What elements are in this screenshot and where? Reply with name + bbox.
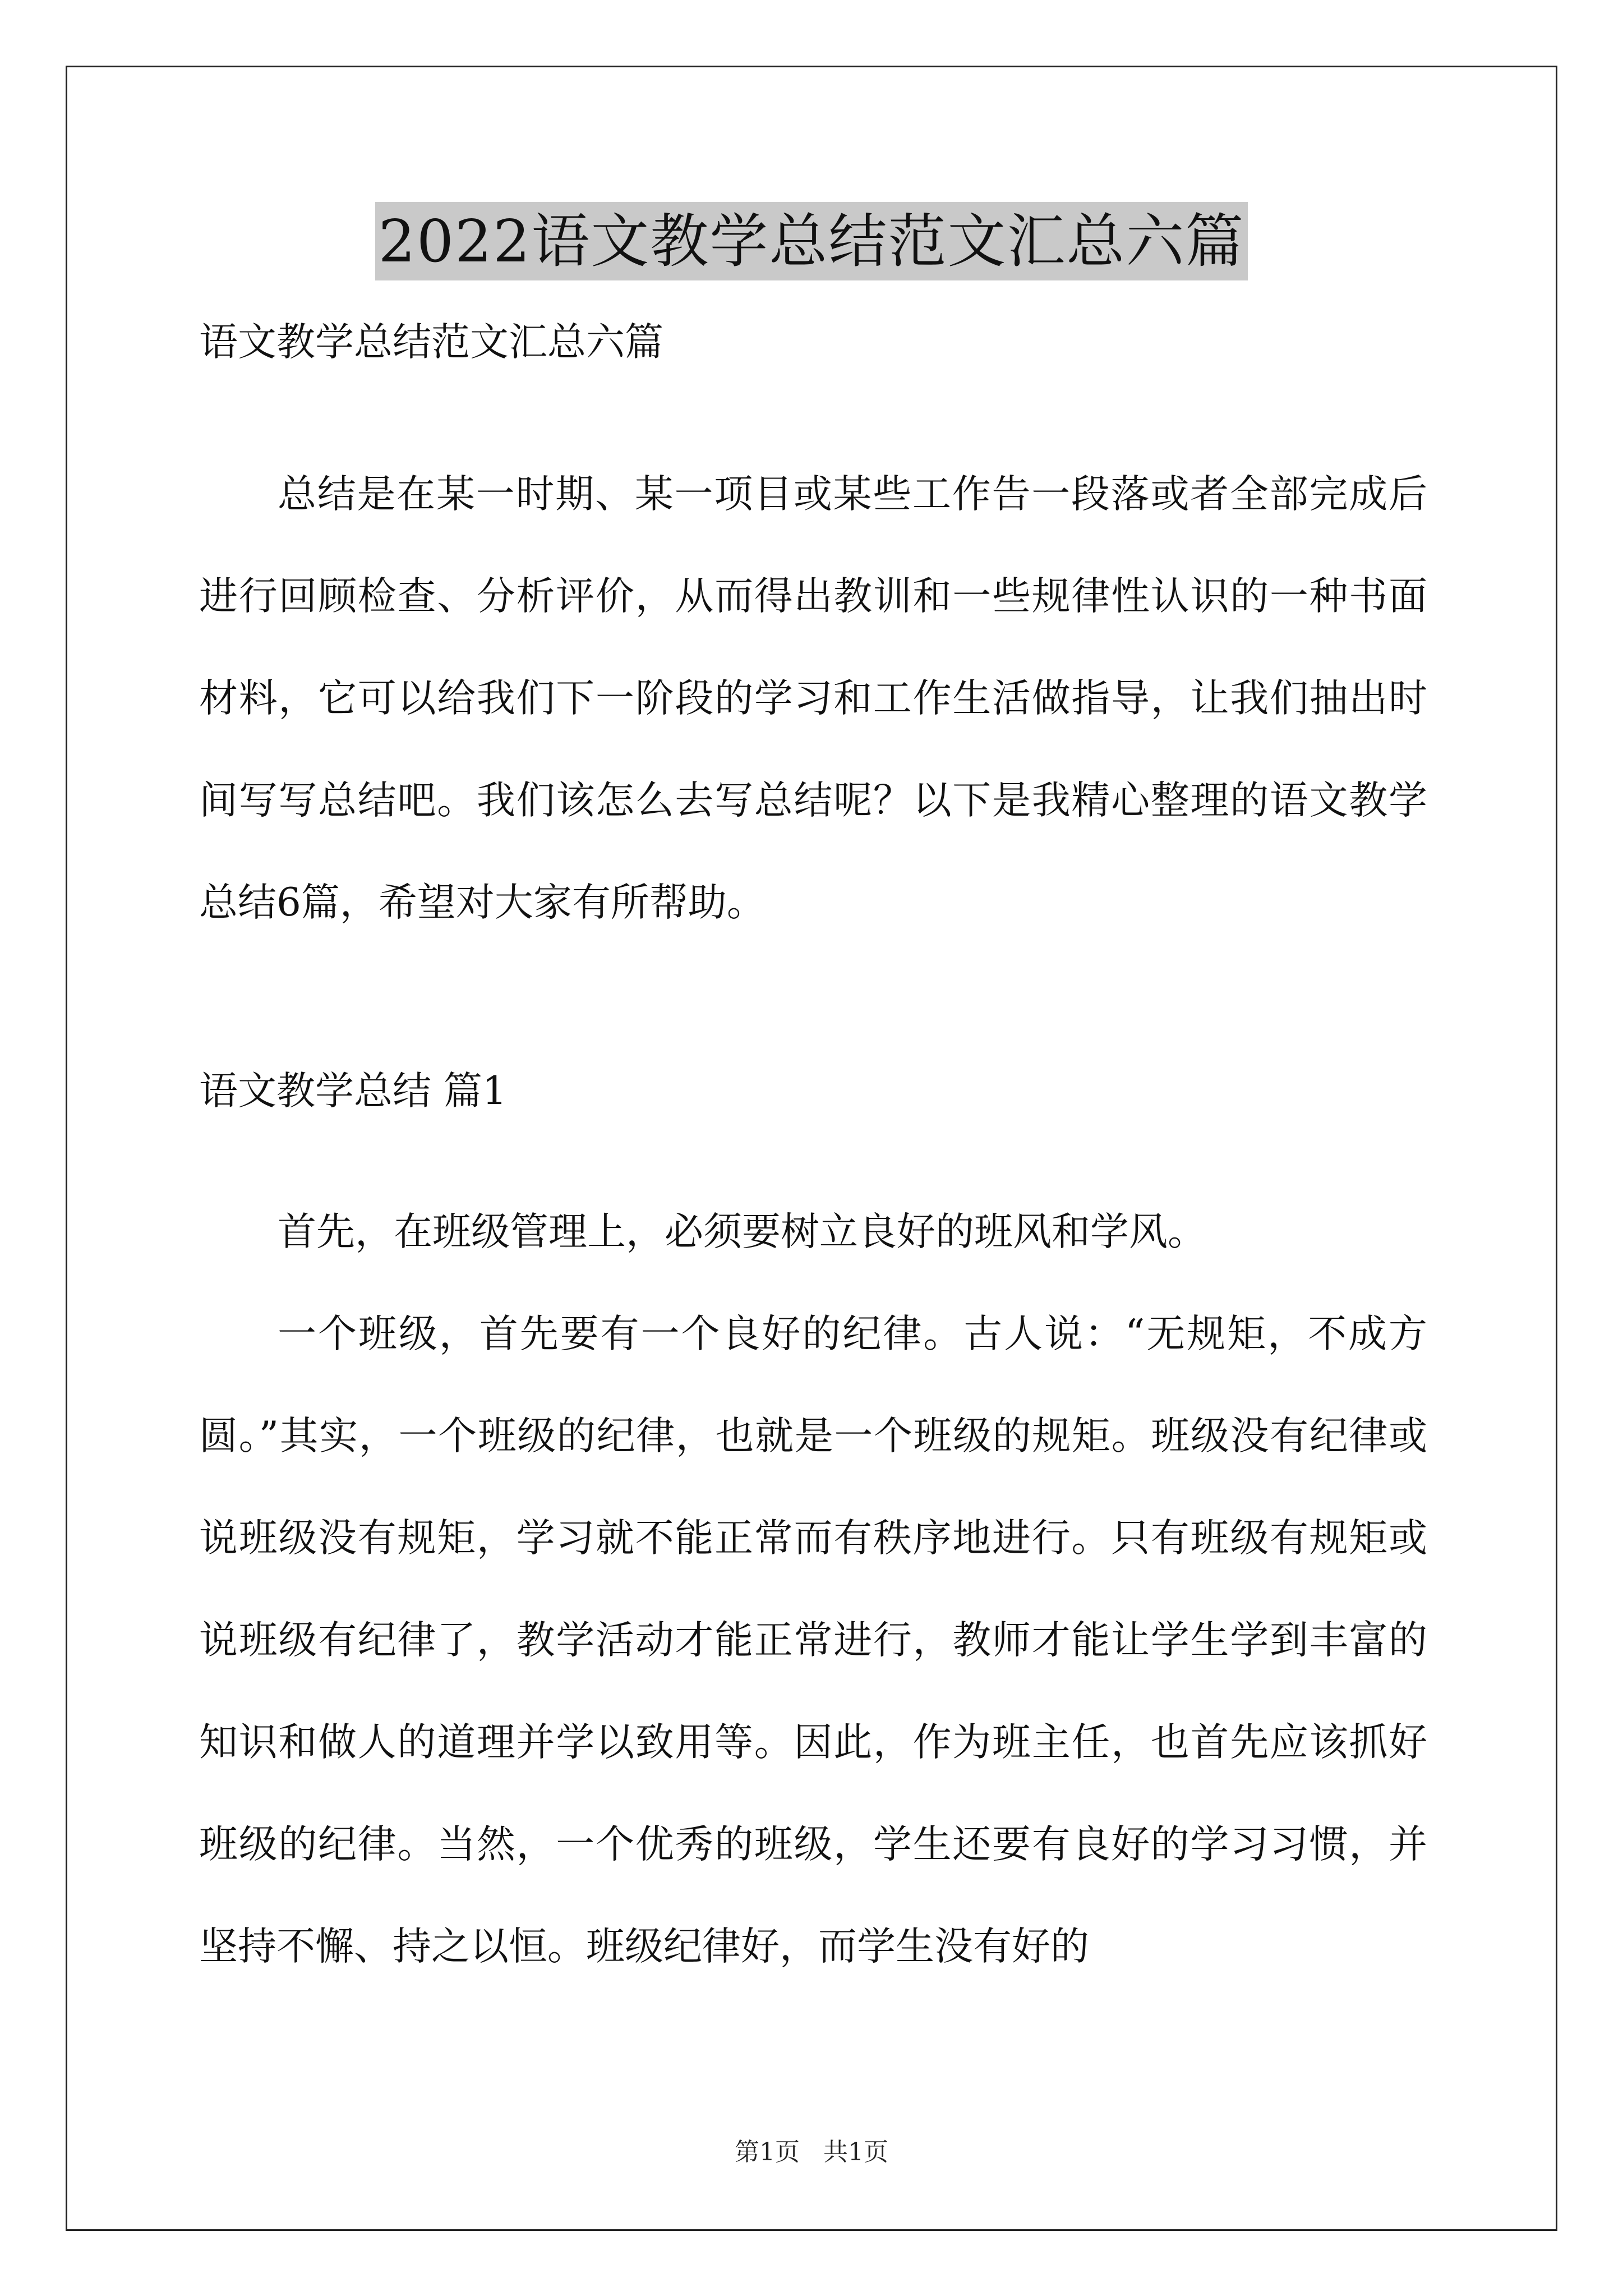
page-number: 第1页: [735, 2138, 800, 2166]
document-subtitle: 语文教学总结范文汇总六篇: [199, 320, 663, 365]
intro-paragraph: [199, 443, 1427, 954]
section-body: [199, 1181, 1427, 1998]
page-total: 共1页: [823, 2138, 888, 2166]
title-container: [0, 202, 1623, 280]
section-heading: 语文教学总结 篇1: [199, 1069, 507, 1114]
section-paragraph-1: 首先，在班级管理上，必须要树立良好的班风和学风。: [278, 1209, 1206, 1254]
section-paragraph-2: 一个班级，首先要有一个良好的纪律。古人说：“无规矩，不成方圆。”其实，一个班级的纪律，也就是一个班级的规矩。班级没有纪律或说班级没有规矩，学习就不能正常而有秩序地进行。只有班级有规矩或说班级有纪律了，教学活动才能正常进行，教师才能让学生学到丰富的知识和做人的道理并学以致用等。因此，作为班主任，也首先应该抓好班级的纪律。当然，一个优秀的班级，学生还要有良好的学习习惯，并坚持不懈、持之以恒。班级纪律好，而学生没有好的: [199, 1312, 1427, 1969]
intro-text: 总结是在某一时期、某一项目或某些工作告一段落或者全部完成后进行回顾检查、分析评价，从而得出教训和一些规律性认识的一种书面材料，它可以给我们下一阶段的学习和工作生活做指导，让我们抽出时间写写总结吧。我们该怎么去写总结呢？以下是我精心整理的语文教学总结6篇，希望对大家有所帮助。: [199, 472, 1427, 925]
document-title: 2022语文教学总结范文汇总六篇: [375, 202, 1248, 280]
page-footer: [0, 2132, 1623, 2168]
